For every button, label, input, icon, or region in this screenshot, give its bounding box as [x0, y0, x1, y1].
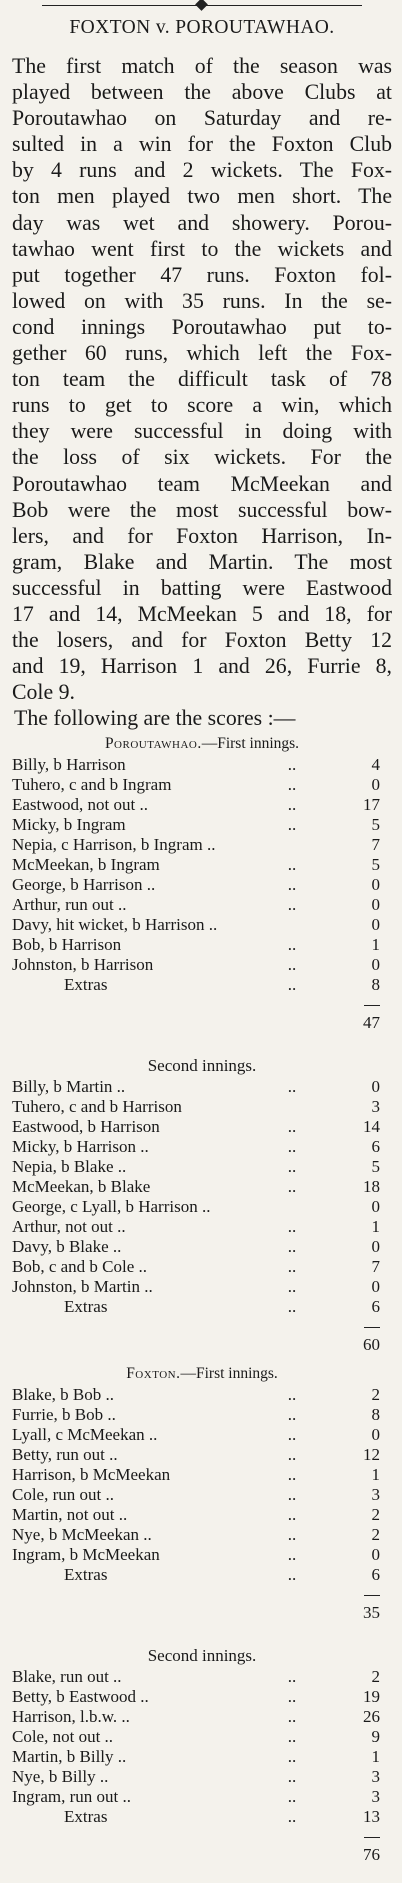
- runs-value: 2: [371, 1505, 380, 1525]
- score-row: [12, 1727, 392, 1747]
- score-row: [12, 1385, 392, 1405]
- extras-row: [12, 975, 392, 995]
- runs-value: 0: [371, 1237, 380, 1257]
- batsman-name: Extras: [64, 1565, 108, 1585]
- leader-dots: ..: [287, 1425, 297, 1445]
- leader-dots: [262, 915, 322, 935]
- batsman-name: Davy, b Blake ..: [12, 1237, 122, 1257]
- batsman-name: Micky, b Ingram: [12, 815, 126, 835]
- score-row: [12, 955, 392, 975]
- score-row: [12, 1077, 392, 1097]
- body-line: Cole 9.: [12, 680, 75, 705]
- innings-total: [12, 1317, 392, 1361]
- score-row: [12, 895, 392, 915]
- leader-dots: ..: [287, 1157, 297, 1177]
- total-rule: [364, 1327, 380, 1328]
- leader-dots: ..: [287, 1405, 297, 1425]
- scorecards: [12, 733, 392, 1871]
- leader-dots: [262, 1097, 322, 1117]
- body-line: successful in batting were Eastwood: [12, 575, 392, 600]
- leader-dots: [262, 835, 322, 855]
- runs-value: 12: [363, 1445, 380, 1465]
- batsman-name: Cole, run out ..: [12, 1485, 114, 1505]
- leader-dots: ..: [287, 815, 297, 835]
- runs-value: 1: [371, 1465, 380, 1485]
- batsman-name: Ingram, run out ..: [12, 1787, 131, 1807]
- score-row: [12, 1177, 392, 1197]
- total-value: 35: [363, 1603, 380, 1623]
- innings-total: [12, 1827, 392, 1871]
- leader-dots: ..: [287, 755, 297, 775]
- body-line: gram, Blake and Martin. The most: [12, 549, 392, 574]
- batsman-name: Arthur, run out ..: [12, 895, 127, 915]
- innings-title: —First innings.: [180, 1365, 278, 1383]
- body-line: lers, and for Foxton Harrison, In-: [12, 523, 392, 548]
- batsman-name: Nepia, b Blake ..: [12, 1157, 127, 1177]
- runs-value: 5: [371, 815, 380, 835]
- body-line: The first match of the season was: [12, 54, 392, 78]
- leader-dots: ..: [287, 1565, 297, 1585]
- leader-dots: ..: [287, 935, 297, 955]
- batsman-name: McMeekan, b Blake: [12, 1177, 151, 1197]
- score-row: [12, 1237, 392, 1257]
- innings-section: [12, 733, 392, 1039]
- runs-value: 17: [363, 795, 380, 815]
- score-row: [12, 1505, 392, 1525]
- runs-value: 0: [371, 1425, 380, 1445]
- body-line: cond innings Poroutawhao put to-: [12, 314, 392, 339]
- body-line: sulted in a win for the Foxton Club: [12, 132, 392, 157]
- body-line: ton team the difficult task of 78: [12, 367, 392, 392]
- runs-value: 1: [371, 1217, 380, 1237]
- innings-heading: [12, 1055, 392, 1077]
- score-row: [12, 1485, 392, 1505]
- batsman-name: Extras: [64, 975, 108, 995]
- body-line: tawhao went first to the wickets and: [12, 236, 392, 261]
- body-line: runs to get to score a win, which: [12, 393, 392, 418]
- article-body: [12, 53, 392, 705]
- runs-value: 8: [371, 1405, 380, 1425]
- leader-dots: ..: [287, 1297, 297, 1317]
- score-row: [12, 755, 392, 775]
- body-line: they were successful in doing with: [12, 419, 392, 444]
- leader-dots: ..: [287, 775, 297, 795]
- batsman-name: Davy, hit wicket, b Harrison ..: [12, 915, 218, 935]
- runs-value: 9: [371, 1727, 380, 1747]
- batsman-name: Betty, b Eastwood ..: [12, 1687, 149, 1707]
- score-row: [12, 775, 392, 795]
- article-headline: FOXTON v. POROUTAWHAO.: [69, 17, 335, 38]
- ornament-diamond-icon: [195, 0, 208, 11]
- runs-value: 0: [371, 1077, 380, 1097]
- extras-row: [12, 1297, 392, 1317]
- leader-dots: ..: [287, 1277, 297, 1297]
- runs-value: 0: [371, 895, 380, 915]
- leader-dots: ..: [287, 1177, 297, 1197]
- runs-value: 0: [371, 1197, 380, 1217]
- innings-section: [12, 1363, 392, 1629]
- runs-value: 7: [371, 1257, 380, 1277]
- body-line: Poroutawhao team McMeekan and: [12, 471, 392, 496]
- body-line: Bob were the most successful bow-: [12, 497, 392, 522]
- innings-section: [12, 1629, 392, 1871]
- leader-dots: ..: [287, 955, 297, 975]
- score-row: [12, 915, 392, 935]
- leader-dots: ..: [287, 1385, 297, 1405]
- body-line: by 4 runs and 2 wickets. The Fox-: [12, 158, 392, 183]
- innings-title: Second innings.: [147, 1646, 257, 1666]
- score-row: [12, 1687, 392, 1707]
- runs-value: 2: [371, 1385, 380, 1405]
- leader-dots: ..: [287, 1727, 297, 1747]
- score-row: [12, 835, 392, 855]
- batsman-name: Extras: [64, 1807, 108, 1827]
- runs-value: 3: [371, 1097, 380, 1117]
- total-rule: [364, 1005, 380, 1006]
- batsman-name: Nye, b McMeekan ..: [12, 1525, 152, 1545]
- leader-dots: ..: [287, 1687, 297, 1707]
- leader-dots: ..: [287, 1217, 297, 1237]
- scores-intro: The following are the scores :—: [14, 706, 296, 731]
- score-row: [12, 1747, 392, 1767]
- score-row: [12, 875, 392, 895]
- runs-value: 26: [363, 1707, 380, 1727]
- batsman-name: Harrison, b McMeekan: [12, 1465, 171, 1485]
- score-row: [12, 1525, 392, 1545]
- batsman-name: Extras: [64, 1297, 108, 1317]
- leader-dots: ..: [287, 1485, 297, 1505]
- score-row: [12, 1405, 392, 1425]
- runs-value: 6: [371, 1137, 380, 1157]
- score-row: [12, 1445, 392, 1465]
- score-row: [12, 1767, 392, 1787]
- runs-value: 0: [371, 1277, 380, 1297]
- leader-dots: ..: [287, 1465, 297, 1485]
- score-row: [12, 1465, 392, 1485]
- leader-dots: ..: [287, 1137, 297, 1157]
- runs-value: 2: [371, 1667, 380, 1687]
- leader-dots: ..: [287, 895, 297, 915]
- batsman-name: Lyall, c McMeekan ..: [12, 1425, 158, 1445]
- score-row: [12, 1197, 392, 1217]
- leader-dots: [262, 1197, 322, 1217]
- score-row: [12, 1157, 392, 1177]
- body-line: gether 60 runs, which left the Fox-: [12, 341, 392, 366]
- total-rule: [364, 1837, 380, 1838]
- body-line: ton men played two men short. The: [12, 184, 392, 209]
- runs-value: 14: [363, 1117, 380, 1137]
- batsman-name: Billy, b Martin ..: [12, 1077, 126, 1097]
- leader-dots: ..: [287, 1807, 297, 1827]
- leader-dots: ..: [287, 975, 297, 995]
- innings-section: [12, 1039, 392, 1361]
- runs-value: 2: [371, 1525, 380, 1545]
- innings-title: —First innings.: [201, 735, 300, 753]
- runs-value: 8: [371, 975, 380, 995]
- runs-value: 0: [371, 775, 380, 795]
- runs-value: 4: [371, 755, 380, 775]
- score-row: [12, 1217, 392, 1237]
- batsman-name: Martin, b Billy ..: [12, 1747, 127, 1767]
- runs-value: 1: [371, 935, 380, 955]
- leader-dots: ..: [287, 1257, 297, 1277]
- runs-value: 18: [363, 1177, 380, 1197]
- team-name: Foxton.: [126, 1365, 181, 1383]
- leader-dots: ..: [287, 1525, 297, 1545]
- body-line: Poroutawhao on Saturday and re-: [12, 106, 392, 131]
- batsman-name: George, c Lyall, b Harrison ..: [12, 1197, 211, 1217]
- runs-value: 3: [371, 1485, 380, 1505]
- leader-dots: ..: [287, 795, 297, 815]
- runs-value: 5: [371, 855, 380, 875]
- body-line: and 19, Harrison 1 and 26, Furrie 8,: [12, 654, 392, 679]
- leader-dots: ..: [287, 1445, 297, 1465]
- leader-dots: ..: [287, 1237, 297, 1257]
- headline-ornament: [12, 0, 392, 12]
- batsman-name: Martin, not out ..: [12, 1505, 128, 1525]
- batsman-name: McMeekan, b Ingram: [12, 855, 160, 875]
- score-row: [12, 815, 392, 835]
- leader-dots: ..: [287, 1787, 297, 1807]
- runs-value: 0: [371, 1545, 380, 1565]
- body-line: 17 and 14, McMeekan 5 and 18, for: [12, 601, 392, 626]
- runs-value: 0: [371, 915, 380, 935]
- extras-row: [12, 1807, 392, 1827]
- leader-dots: ..: [287, 1667, 297, 1687]
- runs-value: 3: [371, 1767, 380, 1787]
- leader-dots: ..: [287, 1707, 297, 1727]
- batsman-name: Micky, b Harrison ..: [12, 1137, 149, 1157]
- runs-value: 3: [371, 1787, 380, 1807]
- batsman-name: Furrie, b Bob ..: [12, 1405, 116, 1425]
- batsman-name: Cole, not out ..: [12, 1727, 114, 1747]
- batsman-name: Tuhero, c and b Ingram: [12, 775, 172, 795]
- extras-row: [12, 1565, 392, 1585]
- innings-heading: [12, 733, 392, 755]
- total-rule: [364, 1595, 380, 1596]
- runs-value: 0: [371, 955, 380, 975]
- score-row: [12, 1425, 392, 1445]
- body-line: the losers, and for Foxton Betty 12: [12, 628, 392, 653]
- batsman-name: Nepia, c Harrison, b Ingram ..: [12, 835, 216, 855]
- total-value: 76: [363, 1845, 380, 1865]
- batsman-name: Blake, b Bob ..: [12, 1385, 114, 1405]
- runs-value: 6: [371, 1565, 380, 1585]
- total-value: 47: [363, 1013, 380, 1033]
- leader-dots: ..: [287, 855, 297, 875]
- innings-total: [12, 1585, 392, 1629]
- innings-title: Second innings.: [147, 1056, 257, 1076]
- batsman-name: Harrison, l.b.w. ..: [12, 1707, 130, 1727]
- runs-value: 13: [363, 1807, 380, 1827]
- score-row: [12, 1787, 392, 1807]
- batsman-name: George, b Harrison ..: [12, 875, 156, 895]
- batsman-name: Johnston, b Martin ..: [12, 1277, 153, 1297]
- leader-dots: ..: [287, 875, 297, 895]
- score-row: [12, 1707, 392, 1727]
- score-row: [12, 1257, 392, 1277]
- body-line: lowed on with 35 runs. In the se-: [12, 288, 392, 313]
- leader-dots: ..: [287, 1505, 297, 1525]
- leader-dots: ..: [287, 1545, 297, 1565]
- innings-heading: [12, 1645, 392, 1667]
- body-line: day was wet and showery. Porou-: [12, 210, 392, 235]
- innings-total: [12, 995, 392, 1039]
- batsman-name: Betty, run out ..: [12, 1445, 118, 1465]
- runs-value: 0: [371, 875, 380, 895]
- batsman-name: Eastwood, b Harrison: [12, 1117, 160, 1137]
- runs-value: 1: [371, 1747, 380, 1767]
- batsman-name: Eastwood, not out ..: [12, 795, 148, 815]
- total-value: 60: [363, 1335, 380, 1355]
- score-row: [12, 795, 392, 815]
- batsman-name: Blake, run out ..: [12, 1667, 122, 1687]
- runs-value: 7: [371, 835, 380, 855]
- body-line: played between the above Clubs at: [12, 80, 392, 105]
- leader-dots: ..: [287, 1747, 297, 1767]
- batsman-name: Billy, b Harrison: [12, 755, 126, 775]
- score-row: [12, 1545, 392, 1565]
- leader-dots: ..: [287, 1077, 297, 1097]
- score-row: [12, 1277, 392, 1297]
- batsman-name: Bob, b Harrison: [12, 935, 122, 955]
- runs-value: 6: [371, 1297, 380, 1317]
- score-row: [12, 935, 392, 955]
- batsman-name: Johnston, b Harrison: [12, 955, 154, 975]
- batsman-name: Nye, b Billy ..: [12, 1767, 109, 1787]
- score-row: [12, 855, 392, 875]
- batsman-name: Bob, c and b Cole ..: [12, 1257, 148, 1277]
- score-row: [12, 1137, 392, 1157]
- score-row: [12, 1097, 392, 1117]
- body-line: put together 47 runs. Foxton fol-: [12, 262, 392, 287]
- score-row: [12, 1117, 392, 1137]
- runs-value: 5: [371, 1157, 380, 1177]
- score-row: [12, 1667, 392, 1687]
- batsman-name: Tuhero, c and b Harrison: [12, 1097, 182, 1117]
- batsman-name: Ingram, b McMeekan: [12, 1545, 160, 1565]
- batsman-name: Arthur, not out ..: [12, 1217, 126, 1237]
- leader-dots: ..: [287, 1117, 297, 1137]
- body-line: the loss of six wickets. For the: [12, 445, 392, 470]
- innings-heading: [12, 1363, 392, 1385]
- team-name: Poroutawhao.: [104, 735, 202, 753]
- leader-dots: ..: [287, 1767, 297, 1787]
- runs-value: 19: [363, 1687, 380, 1707]
